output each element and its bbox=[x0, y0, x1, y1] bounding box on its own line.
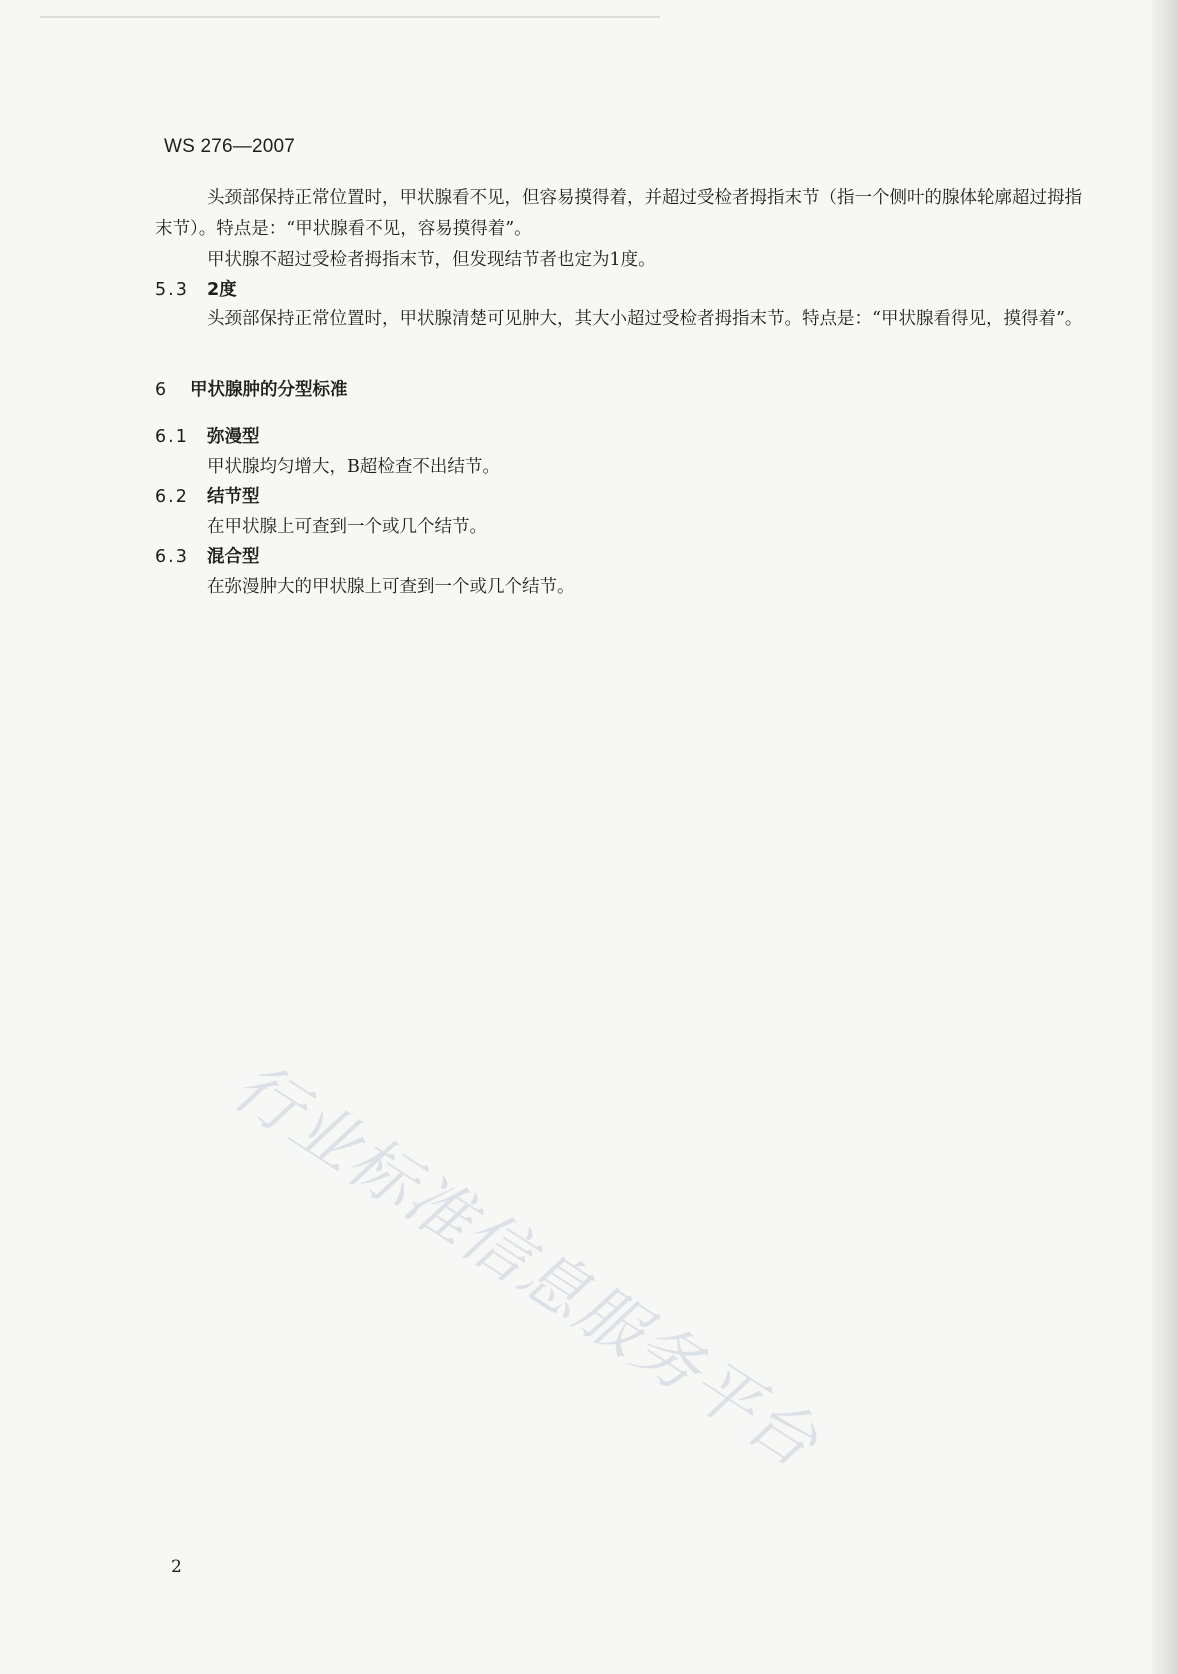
page-number: 2 bbox=[171, 1557, 182, 1577]
paragraph: 在甲状腺上可查到一个或几个结节。 bbox=[207, 517, 487, 537]
paragraph-5-3-body bbox=[155, 304, 1085, 335]
section-number: 5.3 bbox=[155, 280, 189, 300]
paragraph-6-2-body bbox=[155, 512, 1085, 543]
section-heading-6-2 bbox=[155, 482, 1085, 513]
paragraph-6-3-body bbox=[155, 572, 1085, 603]
section-heading-6-1 bbox=[155, 422, 1085, 453]
standard-code: WS 276—2007 bbox=[164, 136, 296, 157]
section-heading-5-3 bbox=[155, 275, 1085, 306]
section-number: 6.2 bbox=[155, 487, 189, 507]
section-title: 混合型 bbox=[207, 547, 260, 567]
watermark: 行业标准信息服务平台 bbox=[219, 1047, 833, 1483]
section-heading-6 bbox=[155, 375, 1085, 406]
paragraph: 头颈部保持正常位置时，甲状腺看不见，但容易摸得着，并超过受检者拇指末节（指一个侧叶的腺体轮廓超过拇指末节）。特点是：“甲状腺看不见，容易摸得着”。 bbox=[155, 188, 1082, 239]
section-number: 6 bbox=[155, 380, 167, 400]
paragraph: 甲状腺均匀增大，B超检查不出结节。 bbox=[207, 457, 500, 477]
section-title: 弥漫型 bbox=[207, 427, 260, 447]
paragraph: 在弥漫肿大的甲状腺上可查到一个或几个结节。 bbox=[207, 577, 575, 597]
section-title: 结节型 bbox=[207, 487, 260, 507]
section-heading-6-3 bbox=[155, 542, 1085, 573]
scan-right-edge bbox=[1152, 0, 1178, 1674]
section-number: 6.1 bbox=[155, 427, 189, 447]
section-number: 6.3 bbox=[155, 547, 189, 567]
section-title: 2度 bbox=[207, 280, 237, 300]
paragraph-6-1-body bbox=[155, 452, 1085, 483]
section-title: 甲状腺肿的分型标准 bbox=[190, 380, 348, 400]
paragraph-5-2-body bbox=[155, 183, 1085, 276]
paragraph: 甲状腺不超过受检者拇指末节，但发现结节者也定为1度。 bbox=[207, 250, 656, 270]
scan-top-edge bbox=[40, 0, 660, 18]
paragraph: 头颈部保持正常位置时，甲状腺清楚可见肿大，其大小超过受检者拇指末节。特点是：“甲状腺看得见，摸得着”。 bbox=[207, 309, 1083, 329]
